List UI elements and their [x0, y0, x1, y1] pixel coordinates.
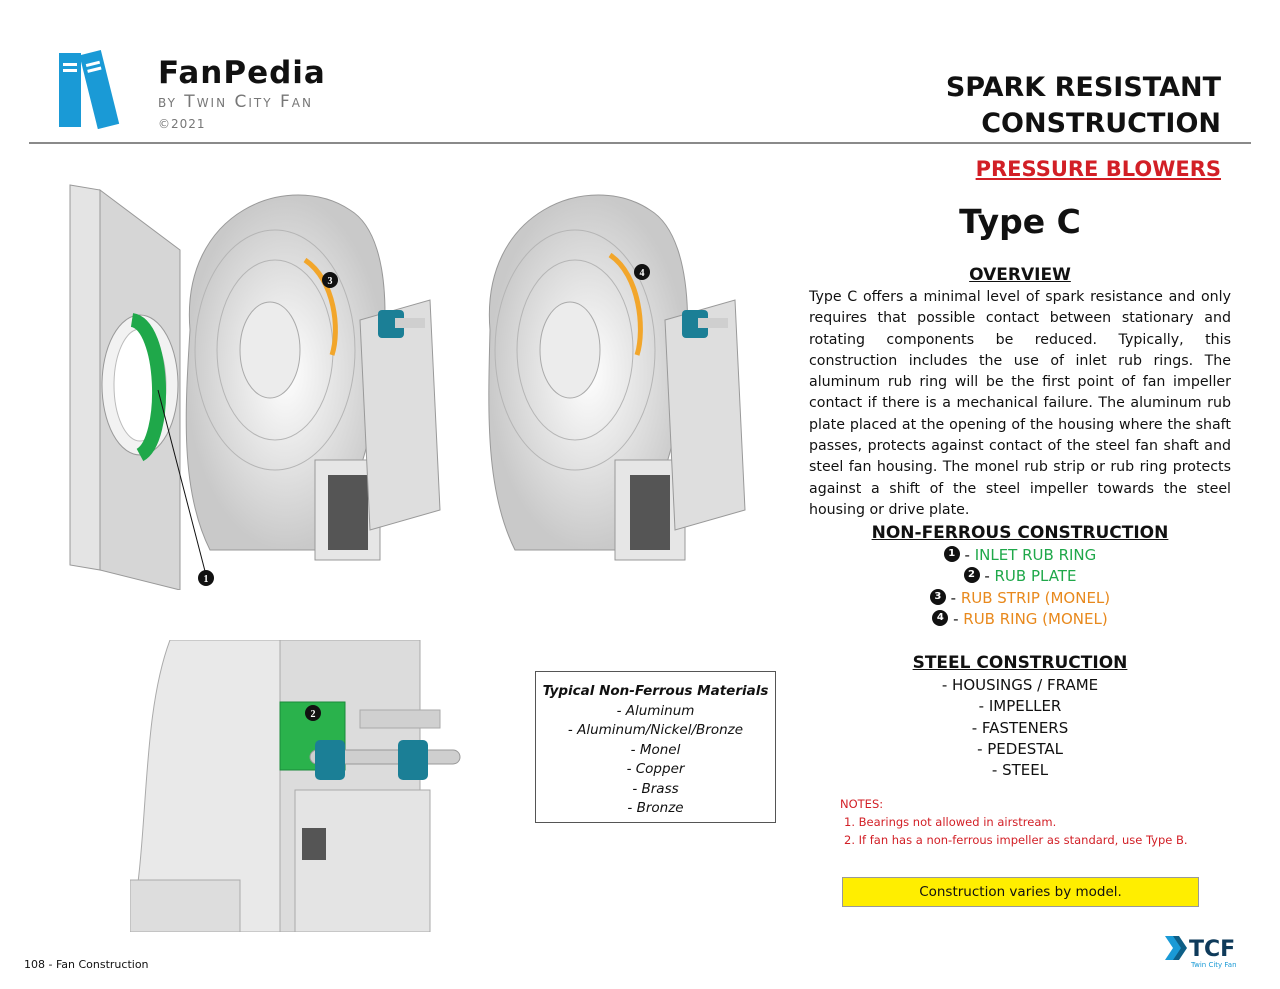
nonferrous-item-label: RUB RING (MONEL) [963, 609, 1108, 628]
nonferrous-item-label: RUB PLATE [994, 567, 1077, 586]
material-item: - Monel [630, 741, 681, 758]
marker-4-right: 4 [639, 268, 645, 279]
brand-subtitle: by Twin City Fan [158, 92, 313, 112]
nonferrous-item: 4 - RUB RING (MONEL) [809, 609, 1231, 630]
fan-exploded-view-left [60, 170, 460, 590]
type-title: Type C [959, 202, 1081, 241]
overview-heading: OVERVIEW [969, 265, 1071, 285]
marker-2-bottom: 2 [310, 709, 316, 720]
page-title-line2: CONSTRUCTION [981, 108, 1221, 139]
steel-list [809, 675, 1231, 781]
marker-4: 4 [932, 610, 948, 626]
notes [840, 795, 1188, 849]
material-item: - Copper [626, 761, 685, 777]
fan-shaft-closeup [130, 640, 470, 932]
page-title [821, 70, 1221, 142]
overview-text: Type C offers a minimal level of spark resistance and only requires that possible contact between stationary and rotating components be reduced. Typically, this construction includes the use of inlet rub rings. The aluminum rub ring will be the first point of fan impeller contact if there is a mechanical failure. The aluminum rub plate placed at the opening of the housing where the shaft passes, protects against contact of the steel fan shaft and steel fan housing. The monel rub strip or rub ring protects against a shift of the steel impeller towards the steel housing or drive plate. [809, 289, 1231, 518]
header-divider [29, 142, 1251, 144]
steel-item: - PEDESTAL [977, 739, 1063, 758]
note-item: 1. Bearings not allowed in airstream. [844, 815, 1057, 829]
nonferrous-item: 1 - INLET RUB RING [809, 545, 1231, 566]
marker-1-left: 1 [203, 574, 209, 585]
notes-label: NOTES: [840, 797, 884, 811]
category-heading: PRESSURE BLOWERS [975, 157, 1221, 181]
steel-item: - HOUSINGS / FRAME [941, 676, 1099, 694]
materials-title: Typical Non-Ferrous Materials [542, 683, 769, 699]
copyright: ©2021 [158, 117, 206, 131]
nonferrous-item-label: RUB STRIP (MONEL) [960, 588, 1111, 607]
steel-item: - FASTENERS [971, 718, 1069, 737]
material-item: - Bronze [627, 800, 684, 816]
material-item: - Aluminum [616, 702, 695, 719]
tcf-logo-subtext: Twin City Fan [1191, 961, 1237, 969]
marker-2: 2 [964, 567, 980, 583]
note-item: 2. If fan has a non-ferrous impeller as standard, use Type B. [844, 833, 1188, 847]
material-item: - Brass [632, 780, 679, 797]
marker-3-left: 3 [327, 276, 333, 287]
materials-box [535, 671, 776, 823]
steel-item: - IMPELLER [978, 697, 1062, 716]
nonferrous-item: 3 - RUB STRIP (MONEL) [809, 588, 1231, 609]
marker-1: 1 [944, 546, 960, 562]
construction-varies-banner: Construction varies by model. [842, 877, 1199, 907]
steel-item: - STEEL [991, 761, 1049, 780]
page-footer-label: 108 - Fan Construction [24, 958, 149, 971]
steel-heading: STEEL CONSTRUCTION [912, 653, 1128, 673]
tcf-logo [1163, 932, 1259, 970]
tcf-logo-text: TCF [1189, 937, 1236, 962]
nonferrous-heading: NON-FERROUS CONSTRUCTION [871, 523, 1169, 543]
nonferrous-item-label: INLET RUB RING [974, 546, 1097, 564]
brand-name: FanPedia [158, 55, 326, 91]
nonferrous-item: 2 - RUB PLATE [809, 566, 1231, 587]
fanpedia-books-logo [57, 47, 137, 129]
material-item: - Aluminum/Nickel/Bronze [567, 722, 744, 738]
marker-3: 3 [930, 589, 946, 605]
fan-exploded-view-right [470, 170, 760, 590]
page-title-line1: SPARK RESISTANT [945, 72, 1221, 103]
nonferrous-list [809, 545, 1231, 630]
